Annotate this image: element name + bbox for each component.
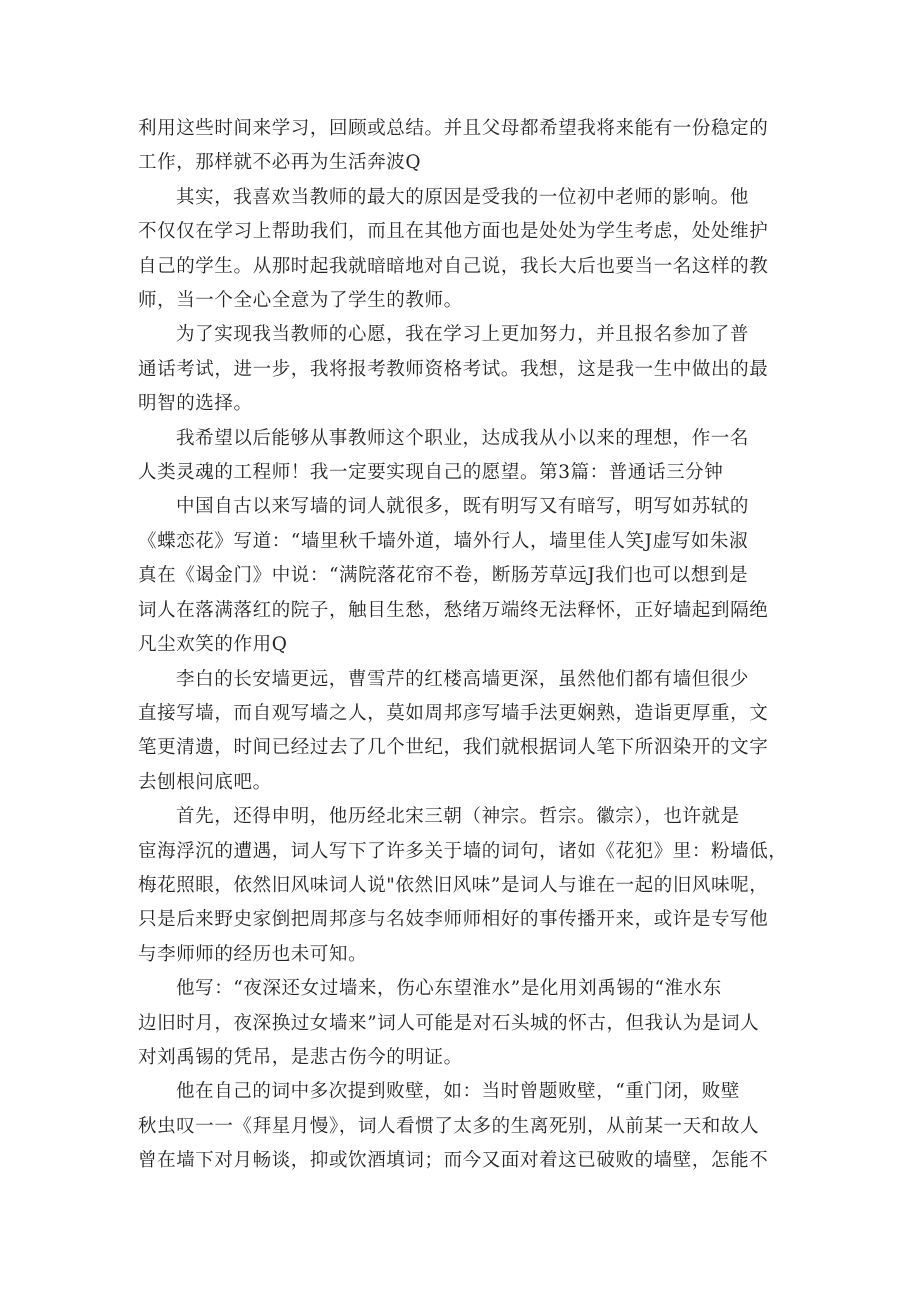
paragraph-3: 为了实现我当教师的心愿，我在学习上更加努力，并且报名参加了普 通话考试，进一步，我将报考教师资格考试。我想，这是我一生中做出的最 明智的选择。	[138, 324, 769, 415]
paragraph-7: 首先，还得申明，他历经北宋三朝（神宗。哲宗。徽宗），也许就是 宦海浮沉的遭遇，词人写下了许多关于墙的词句，诸如《花犯》里：粉墙低， 梅花照眼，依然旧风味词人说"依然旧风味”是词人与谁在一起的旧风味呢， 只是后来野史家倒把周邦彦与名妓李师师相好的事传播开来，或许是专写他 与李师师的经历也未可知。	[138, 806, 788, 965]
paragraph-5: 中国自古以来写墙的词人就很多，既有明写又有暗写，明写如苏轼的 《蝶恋花》写道：“墙里秋千墙外道，墙外行人，墙里佳人笑J虚写如朱淑 真在《谒金门》中说：“满院落花帘不卷，断肠芳草远J我们也可以想到是 词人在落满落红的院子，触目生愁，愁绪万端终无法释怀，正好墙起到隔绝 凡尘欢笑的作用Q	[138, 496, 769, 656]
paragraph-4: 我希望以后能够从事教师这个职业，达成我从小以来的理想，作一名 人类灵魂的工程师！我一定要实现自己的愿望。第3篇：普通话三分钟	[138, 427, 750, 484]
paragraph-6: 李白的长安墙更远，曹雪芹的红楼高墙更深，虽然他们都有墙但很少 直接写墙，而自观写墙之人，莫如周邦彦写墙手法更娴熟，造诣更厚重，文 笔更清遗，时间已经过去了几个世纪，我们就根据词人笔下所泅染开的文字 去刨根问底吧。	[138, 668, 769, 793]
paragraph-8: 他写：“夜深还女过墙来，伤心东望淮水”是化用刘禹锡的“淮水东 边旧时月，夜深换过女墙来”词人可能是对石头城的怀古，但我认为是词人 对刘禹锡的凭吊，是悲古伤今的明证。	[138, 978, 760, 1068]
paragraph-9: 他在自己的词中多次提到败壁，如：当时曾题败壁，“重门闭，败壁 秋虫叹一一《拜星月慢》，词人看惯了太多的生离死别，从前某一天和故人 曾在墙下对月畅谈，抑或饮酒填词；而今又面对着这已破败的墙壁，怎能不	[138, 1081, 769, 1172]
paragraph-2: 其实，我喜欢当教师的最大的原因是受我的一位初中老师的影响。他 不仅仅在学习上帮助我们，而且在其他方面也是处处为学生考虑，处处维护 自己的学生。从那时起我就暗暗地对自己说，我长大后也要当一名这样的教 师，当一个全心全意为了学生的教师。	[138, 186, 769, 312]
document-body	[138, 112, 792, 1179]
paragraph-1: 利用这些时间来学习，回顾或总结。并且父母都希望我将来能有一份稳定的 工作，那样就不必再为生活奔波Q	[138, 118, 769, 174]
